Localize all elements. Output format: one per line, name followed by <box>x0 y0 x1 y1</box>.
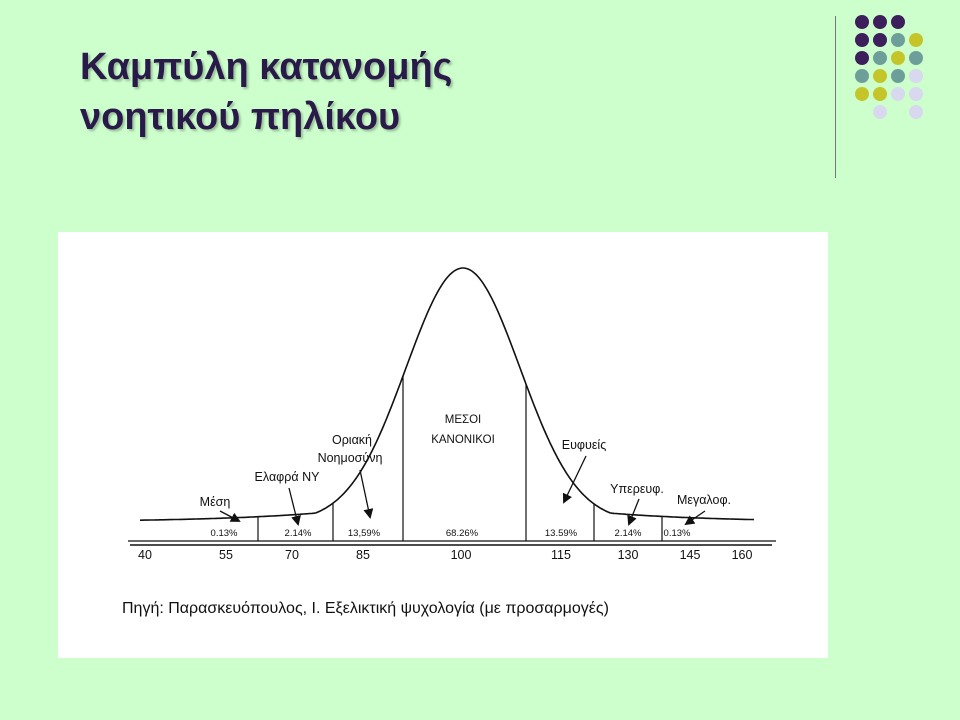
x-tick-label: 85 <box>356 548 370 562</box>
decorative-dot <box>891 33 905 47</box>
band-percentage-label: 0.13% <box>210 528 238 539</box>
decorative-dot <box>873 87 887 101</box>
x-tick-label: 70 <box>285 548 299 562</box>
band-percentage-label: 13.59% <box>544 528 578 539</box>
category-label-mesi: Μέση <box>199 495 231 509</box>
slide-title-line-2: νοητικού πηλίκου <box>80 96 401 138</box>
slide-title-line-1: Καμπύλη κατανομής <box>80 46 453 88</box>
decorative-dot <box>855 15 869 29</box>
category-label-eufyeis: Ευφυείς <box>561 438 607 452</box>
decorative-dot <box>855 69 869 83</box>
category-label-oriaki-line-1: Οριακή <box>331 433 373 447</box>
decorative-dot-grid <box>0 0 960 180</box>
decorative-dot <box>873 105 887 119</box>
decorative-dot <box>855 87 869 101</box>
x-tick-label: 160 <box>731 548 753 562</box>
source-caption: Πηγή: Παρασκευόπουλος, Ι. Εξελικτική ψυχολογία (με προσαρμογές) <box>122 600 609 617</box>
arrow-oriaki <box>360 470 370 517</box>
decorative-dot <box>909 87 923 101</box>
x-tick-label: 40 <box>138 548 152 562</box>
x-tick-label: 145 <box>679 548 701 562</box>
decorative-divider-line <box>835 16 836 178</box>
decorative-dot <box>891 51 905 65</box>
decorative-dot <box>909 69 923 83</box>
band-percentage-label: 68.26% <box>445 528 479 539</box>
band-percentage-label: 13,59% <box>347 528 381 539</box>
category-label-oriaki-line-2: Νοημοσύνη <box>317 451 383 465</box>
decorative-dot <box>873 69 887 83</box>
arrow-elafra <box>289 488 298 524</box>
iq-distribution-figure <box>58 232 828 658</box>
x-tick-label: 100 <box>450 548 472 562</box>
center-label-line-1: ΜΕΣΟΙ <box>444 414 482 426</box>
category-label-ypereuf: Υπερευφ. <box>610 482 664 496</box>
x-tick-label: 130 <box>617 548 639 562</box>
decorative-dot <box>891 87 905 101</box>
decorative-dot <box>909 33 923 47</box>
decorative-dot <box>909 105 923 119</box>
decorative-dot <box>891 69 905 83</box>
decorative-dot <box>891 15 905 29</box>
decorative-dot <box>909 51 923 65</box>
decorative-dot <box>855 51 869 65</box>
center-label-line-2: ΚΑΝΟΝΙΚΟΙ <box>431 434 495 446</box>
band-percentage-label: 0.13% <box>663 528 691 539</box>
decorative-dot <box>873 51 887 65</box>
iq-distribution-diagram <box>58 232 828 658</box>
decorative-dot <box>873 33 887 47</box>
x-tick-label: 115 <box>551 548 571 562</box>
band-percentage-label: 2.14% <box>284 528 312 539</box>
category-label-elafra: Ελαφρά ΝΥ <box>254 470 320 484</box>
decorative-dot <box>873 15 887 29</box>
x-tick-label: 55 <box>219 548 233 562</box>
category-label-megaloaf: Μεγαλοφ. <box>676 493 732 507</box>
decorative-dot <box>855 33 869 47</box>
band-percentage-label: 2.14% <box>614 528 642 539</box>
arrow-mesi <box>220 511 239 521</box>
arrow-ypereuf <box>629 499 639 524</box>
